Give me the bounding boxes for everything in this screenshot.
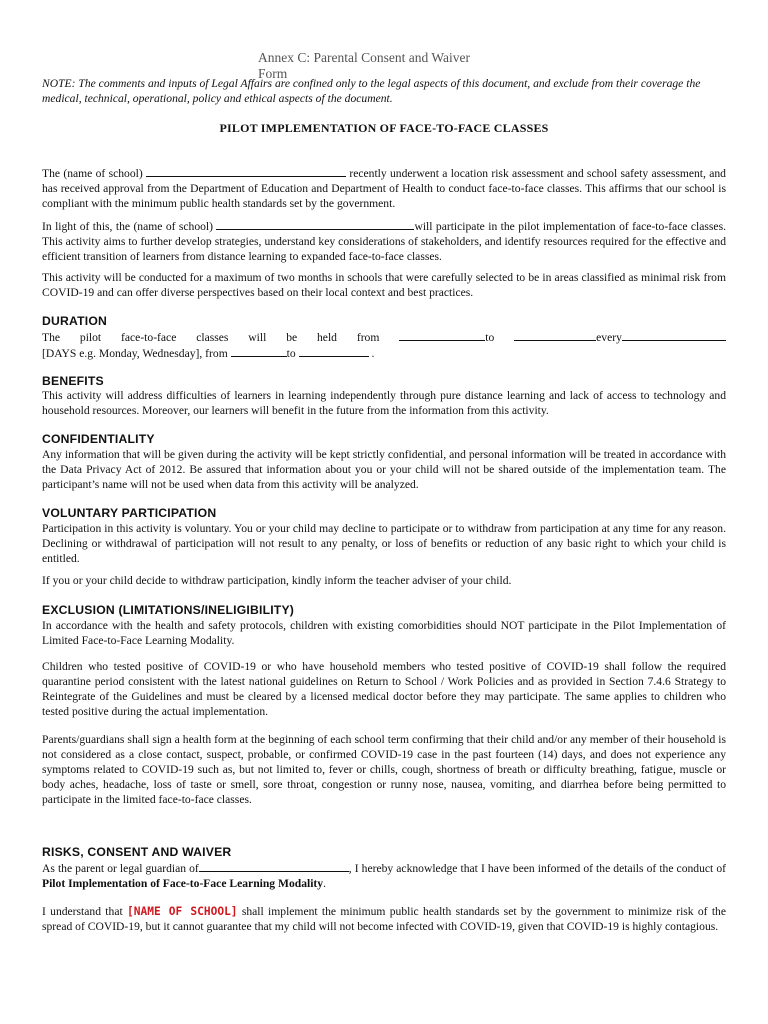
risks-paragraph-1: As the parent or legal guardian of , I hereby acknowledge that I have been informed of the details of the conduct of Pilot Implementation of Face-to-Face Learning Modality. (42, 862, 726, 890)
benefits-text: This activity will address difficulties of learners in learning independently through pure distance learning and lack of access to technology and household resources. Moreover, our learners will benefit in the future from the information from this activity. (42, 389, 726, 417)
exclusion-paragraph-2: Children who tested positive of COVID-19 or who have household members who tested positive of COVID-19 shall follow the required quarantine period consistent with the latest national guidelines on Return to School / Work Policies and as provided in Section 7.4.6 Strategy to Reintegrate of the Guidelines and must be cleared by a licensed medical doctor before they may participate. The same applies to children who tested positive during the actual implementation. (42, 660, 726, 718)
intro-paragraph-1: The (name of school) recently underwent a location risk assessment and school safety assessment, and has received approval from the Department of Education and Department of Health to conduct face-to-face classes. This affirms that our school is compliant with the minimum public health standards set by the government. (42, 167, 726, 210)
benefits-heading: BENEFITS (42, 374, 104, 388)
days-blank[interactable] (622, 329, 726, 341)
confidentiality-text: Any information that will be given during the activity will be kept strictly confidential, and personal information will be treated in accordance with the Data Privacy Act of 2012. Be assured that information about you or your child will not be shared outside of the implementation team. The participant’s name will not be used when data from this activity will be analyzed. (42, 448, 726, 491)
voluntary-paragraph-1: Participation in this activity is voluntary. You or your child may decline to participate or to withdraw from participation at any time for any reason. Declining or withdrawal of participation will not result to any penalty, or loss of benefits or reduction of any basic right to which your child is entitled. (42, 522, 726, 565)
child-name-blank[interactable] (199, 860, 349, 872)
exclusion-heading: EXCLUSION (LIMITATIONS/INELIGIBILITY) (42, 603, 295, 617)
start-time-blank[interactable] (231, 345, 287, 357)
end-date-blank[interactable] (514, 329, 596, 341)
exclusion-paragraph-1: In accordance with the health and safety protocols, children with existing comorbidities should NOT participate in the Pilot Implementation of Limited Face-to-Face Learning Modality. (42, 619, 726, 647)
page-title: PILOT IMPLEMENTATION OF FACE-TO-FACE CLASSES (219, 121, 549, 135)
pilot-name-bold: Pilot Implementation of Face-to-Face Learning Modality (42, 877, 324, 890)
voluntary-paragraph-2: If you or your child decide to withdraw participation, kindly inform the teacher adviser of your child. (42, 574, 512, 587)
school-name-blank[interactable] (216, 218, 414, 230)
risks-heading: RISKS, CONSENT AND WAIVER (42, 845, 232, 859)
school-name-blank[interactable] (146, 165, 346, 177)
school-name-placeholder: [NAME OF SCHOOL] (127, 905, 238, 918)
legal-note: NOTE: The comments and inputs of Legal Affairs are confined only to the legal aspects of this document, and exclude from their coverage the medical, technical, operational, policy and ethical aspects of the document. (42, 77, 701, 105)
intro-paragraph-3: This activity will be conducted for a maximum of two months in schools that were carefully selected to be in areas classified as minimal risk from COVID-19 and can offer diverse perspectives based on their local context and best practices. (42, 271, 726, 299)
duration-text: The pilot face-to-face classes will be held from to every [DAYS e.g. Monday, Wednesday], from to . (42, 329, 726, 361)
duration-heading: DURATION (42, 314, 108, 328)
confidentiality-heading: CONFIDENTIALITY (42, 432, 155, 446)
exclusion-paragraph-3: Parents/guardians shall sign a health form at the beginning of each school term confirming that their child and/or any member of their household is not considered as a close contact, suspect, probable, or confirmed COVID-19 case in the past fourteen (14) days, and does not experience any symptoms related to COVID-19 such as, but not limited to, fever or chills, cough, shortness of breath or difficulty breathing, fatigue, muscle or body aches, headache, loss of taste or smell, sore throat, congestion or runny nose, nausea, vomiting, and diarrhea before being permitted to participate in the limited face-to-face classes. (42, 733, 726, 806)
annex-title: Annex C: Parental Consent and Waiver (258, 50, 470, 65)
intro-paragraph-2: In light of this, the (name of school) will participate in the pilot implementation of face-to-face classes. This activity aims to further develop strategies, understand key considerations of stakeholders, and identify resources required for the effective and efficient transition of learners from distance learning to expanded face-to-face classes. (42, 220, 726, 263)
annex-title-continued: Form (258, 66, 288, 81)
end-time-blank[interactable] (299, 345, 369, 357)
start-date-blank[interactable] (399, 329, 485, 341)
voluntary-heading: VOLUNTARY PARTICIPATION (42, 506, 217, 520)
risks-paragraph-2: I understand that [NAME OF SCHOOL] shall implement the minimum public health standards set by the government to minimize risk of the spread of COVID-19, but it cannot guarantee that my child will not become infected with COVID-19, given that COVID-19 is highly contagious. (42, 905, 726, 933)
